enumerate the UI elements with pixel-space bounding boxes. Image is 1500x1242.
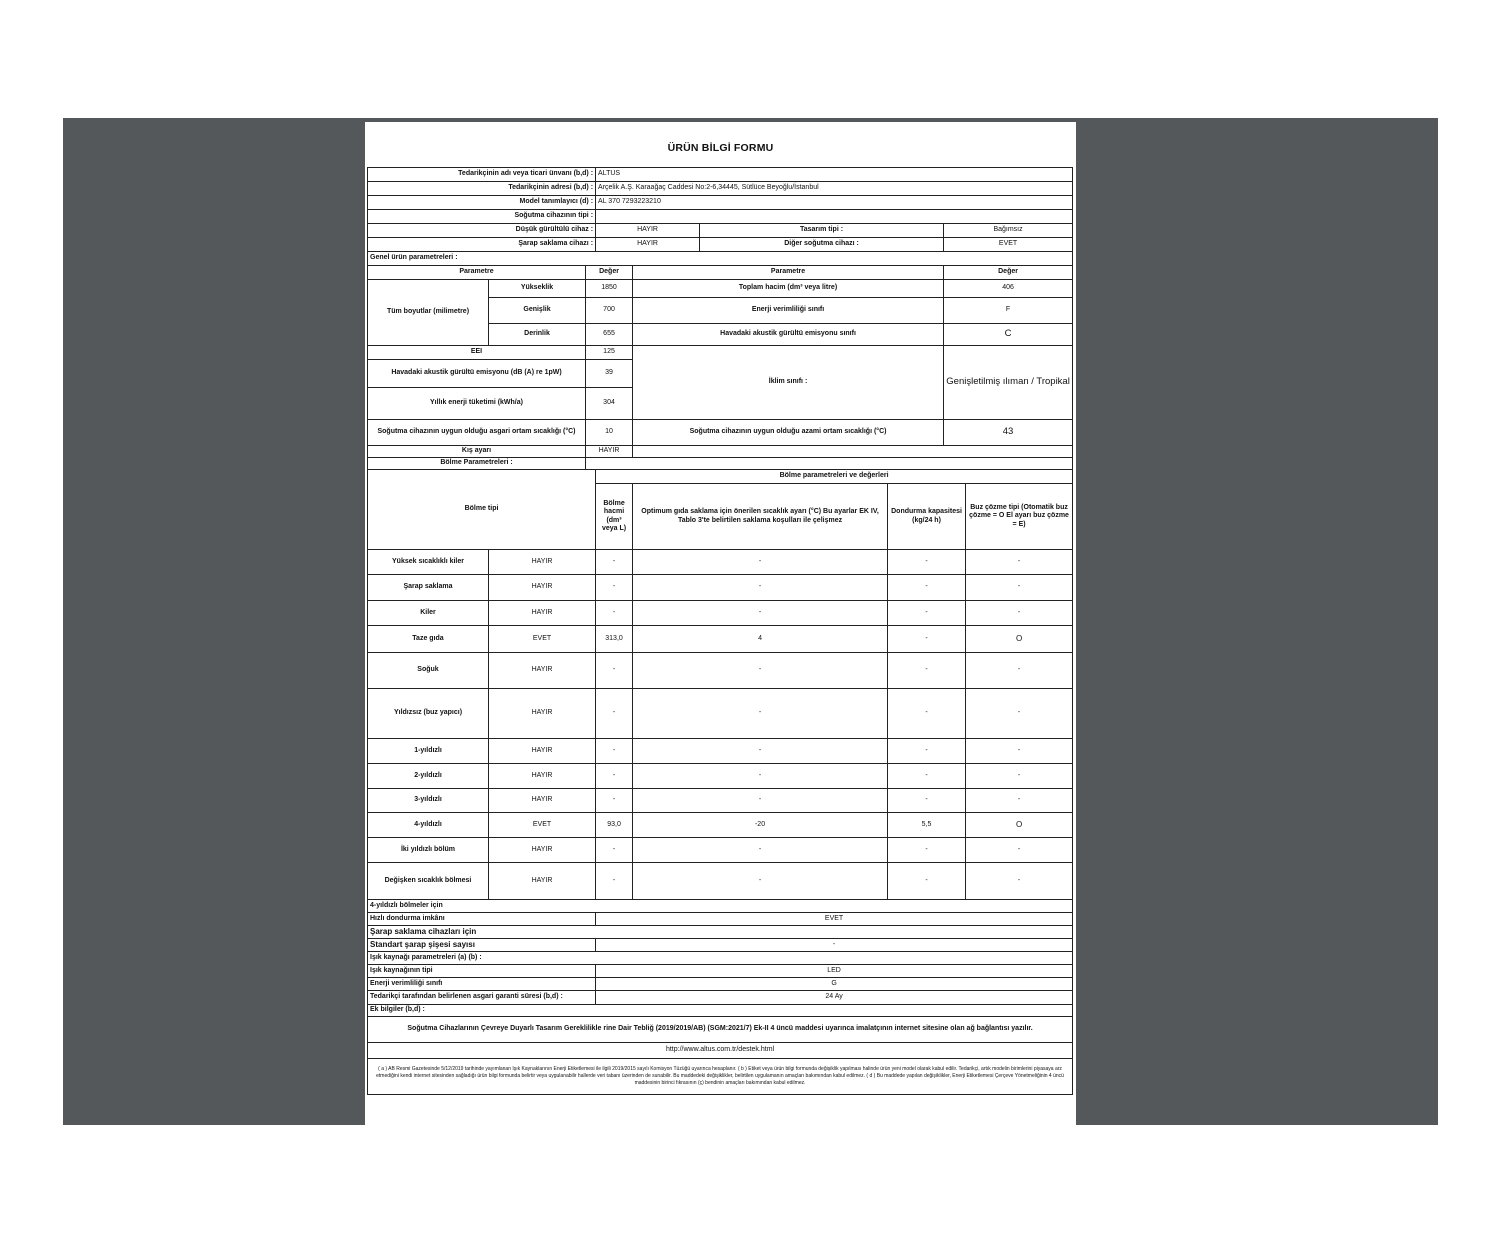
wine-device-value: HAYIR (596, 238, 700, 252)
table-row (368, 601, 1073, 626)
compartment-volume: 93,0 (596, 813, 633, 838)
model-value: AL 370 7293223210 (596, 196, 1073, 210)
compartment-freezing: - (888, 739, 966, 764)
compartment-defrost: - (966, 550, 1073, 575)
design-type-label: Tasarım tipi : (700, 224, 944, 238)
compartment-volume: - (596, 764, 633, 789)
table-row (368, 689, 1073, 739)
compartment-present: HAYIR (489, 789, 596, 813)
compartment-freezing: - (888, 863, 966, 900)
compartment-freezing: - (888, 689, 966, 739)
compartment-name: Şarap saklama (368, 575, 489, 601)
design-type-value: Bağımsız (944, 224, 1073, 238)
footnote: ( a ) AB Resmi Gazetesinde 5/12/2019 tarihinde yayımlanan Işık Kaynaklarının Enerji Etiketlemesi ile ilgili 2019/2015 sayılı Komisyon Tüzüğü uyarınca hesaplanır. ( b ) Etiket veya ürün bilgi formunda değişiklik yapılması halinde ürün yeni model olarak kabul edilir. Tedarikçi, artık modelin birimlerini piyasaya arz etmediğini kendi internet sitesinden sağladığı ürün bilgi formunda belirtir veya uygulanabilir hallerde veri tabanı üzerinden de sunabilir. Bu maddedeki değişiklikler, belirtilen uygulamanın amaçları bakımından kabul edilmez. ( d ) Bu maddede yapılan değişiklikler, Enerji Etiketlemesi Çerçeve Yönetmeliğinin 4 üncü maddesinin birinci fıkrasının (ç) bendinin amaçları bakımından kabul edilmez. (368, 1059, 1073, 1095)
page-title: ÜRÜN BİLGİ FORMU (667, 142, 774, 154)
compartment-volume: - (596, 863, 633, 900)
compartment-group-header: Bölme parametreleri ve değerleri (596, 470, 1073, 484)
winter-setting-value: HAYIR (586, 446, 633, 458)
compartment-section-blank (586, 458, 1073, 470)
light-type-label: Işık kaynağının tipi (368, 965, 596, 978)
defrost-header: Buz çözme tipi (Otomatik buz çözme = O El ayarı buz çözme = E) (966, 484, 1073, 550)
table-row (368, 838, 1073, 863)
compartment-temp: - (633, 739, 888, 764)
appliance-type-label: Soğutma cihazının tipi : (368, 210, 596, 224)
table-row (368, 653, 1073, 689)
wine-devices-label: Şarap saklama cihazları için (368, 926, 1073, 939)
compartment-temp: - (633, 601, 888, 626)
compartment-present: HAYIR (489, 764, 596, 789)
compartment-freezing: - (888, 626, 966, 653)
width-label: Genişlik (489, 298, 586, 324)
height-value: 1850 (586, 280, 633, 298)
compartment-freezing: - (888, 601, 966, 626)
compartment-present: HAYIR (489, 550, 596, 575)
eei-label: EEI (368, 346, 586, 360)
compartment-name: 4-yıldızlı (368, 813, 489, 838)
min-temp-value: 10 (586, 420, 633, 446)
value-header-left: Değer (586, 266, 633, 280)
compartment-name: Taze gıda (368, 626, 489, 653)
table-row (368, 575, 1073, 601)
annual-energy-value: 304 (586, 388, 633, 420)
total-volume-label: Toplam hacim (dm³ veya litre) (633, 280, 944, 298)
noise-class-label: Havadaki akustik gürültü emisyonu sınıfı (633, 324, 944, 346)
other-device-value: EVET (944, 238, 1073, 252)
param-header-right: Parametre (633, 266, 944, 280)
max-temp-value: 43 (944, 420, 1073, 446)
eei-value: 125 (586, 346, 633, 360)
compartment-present: EVET (489, 626, 596, 653)
additional-info-label: Ek bilgiler (b,d) : (368, 1005, 1073, 1017)
temp-header: Optimum gıda saklama için önerilen sıcaklık ayarı (°C) Bu ayarlar EK IV, Tablo 3'te belirtilen saklama koşulları ile çelişmez (633, 484, 888, 550)
max-temp-label: Soğutma cihazının uygun olduğu azami ortam sıcaklığı (°C) (633, 420, 944, 446)
compartment-defrost: O (966, 813, 1073, 838)
compartment-temp: - (633, 689, 888, 739)
table-row (368, 813, 1073, 838)
compartment-present: EVET (489, 813, 596, 838)
compartment-defrost: - (966, 764, 1073, 789)
four-star-section-label: 4-yıldızlı bölmeler için (368, 900, 1073, 913)
compartment-freezing: - (888, 789, 966, 813)
compartment-defrost: - (966, 601, 1073, 626)
energy-class-label: Enerji verimliliği sınıfı (633, 298, 944, 324)
total-volume-value: 406 (944, 280, 1073, 298)
other-device-label: Diğer soğutma cihazı : (700, 238, 944, 252)
freezing-header: Dondurma kapasitesi (kg/24 h) (888, 484, 966, 550)
fast-freeze-value: EVET (596, 913, 1073, 926)
winter-setting-label: Kış ayarı (368, 446, 586, 458)
compartment-defrost: - (966, 653, 1073, 689)
param-header-left: Parametre (368, 266, 586, 280)
compartment-section-label: Bölme Parametreleri : (368, 458, 586, 470)
compartment-name: Kiler (368, 601, 489, 626)
compartment-defrost: O (966, 626, 1073, 653)
compartment-volume: - (596, 550, 633, 575)
supplier-name-label: Tedarikçinin adı veya ticari ünvanı (b,d) : (368, 168, 596, 182)
compartment-temp: - (633, 863, 888, 900)
low-noise-value: HAYIR (596, 224, 700, 238)
value-header-right: Değer (944, 266, 1073, 280)
table-row (368, 626, 1073, 653)
model-label: Model tanımlayıcı (d) : (368, 196, 596, 210)
compartment-freezing: - (888, 550, 966, 575)
compartment-type-header: Bölme tipi (368, 470, 596, 550)
compartment-present: HAYIR (489, 863, 596, 900)
fast-freeze-label: Hızlı dondurma imkânı (368, 913, 596, 926)
compartment-name: Soğuk (368, 653, 489, 689)
appliance-type-value (596, 210, 1073, 224)
table-row (368, 863, 1073, 900)
compartment-name: Yıldızsız (buz yapıcı) (368, 689, 489, 739)
compartment-defrost: - (966, 739, 1073, 764)
table-row (368, 739, 1073, 764)
compartment-freezing: - (888, 653, 966, 689)
energy-class-value: F (944, 298, 1073, 324)
table-row (368, 550, 1073, 575)
compartment-temp: 4 (633, 626, 888, 653)
compartment-present: HAYIR (489, 739, 596, 764)
supplier-address-value: Arçelik A.Ş. Karaağaç Caddesi No:2-6,34445, Sütlüce Beyoğlu/İstanbul (596, 182, 1073, 196)
compartment-present: HAYIR (489, 838, 596, 863)
noise-emission-value: 39 (586, 360, 633, 388)
warranty-label: Tedarikçi tarafından belirlenen asgari garanti süresi (b,d) : (368, 991, 596, 1005)
warranty-value: 24 Ay (596, 991, 1073, 1005)
compartment-temp: - (633, 838, 888, 863)
compartment-temp: - (633, 764, 888, 789)
compartment-name: Değişken sıcaklık bölmesi (368, 863, 489, 900)
compartment-temp: - (633, 789, 888, 813)
compartment-freezing: - (888, 764, 966, 789)
compartment-volume: - (596, 739, 633, 764)
compartment-present: HAYIR (489, 653, 596, 689)
light-params-label: Işık kaynağı parametreleri (a) (b) : (368, 952, 1073, 965)
supplier-address-label: Tedarikçinin adresi (b,d) : (368, 182, 596, 196)
compartment-defrost: - (966, 689, 1073, 739)
compartment-volume: - (596, 601, 633, 626)
document-page (365, 122, 1076, 1125)
compartment-name: İki yıldızlı bölüm (368, 838, 489, 863)
annual-energy-label: Yıllık enerji tüketimi (kWh/a) (368, 388, 586, 420)
compartment-name: 2-yıldızlı (368, 764, 489, 789)
compartment-freezing: 5,5 (888, 813, 966, 838)
winter-setting-blank (633, 446, 1073, 458)
wine-device-label: Şarap saklama cihazı : (368, 238, 596, 252)
width-value: 700 (586, 298, 633, 324)
compartment-volume: - (596, 789, 633, 813)
noise-class-value: C (944, 324, 1073, 346)
light-type-value: LED (596, 965, 1073, 978)
compartment-temp: -20 (633, 813, 888, 838)
compartment-volume: - (596, 653, 633, 689)
wine-bottles-label: Standart şarap şişesi sayısı (368, 939, 596, 952)
depth-label: Derinlik (489, 324, 586, 346)
support-url[interactable]: http://www.altus.com.tr/destek.html (368, 1043, 1073, 1059)
wine-bottles-value: - (596, 939, 1073, 952)
compartment-freezing: - (888, 575, 966, 601)
supplier-name-value: ALTUS (596, 168, 1073, 182)
dimensions-label: Tüm boyutlar (milimetre) (368, 280, 489, 346)
low-noise-label: Düşük gürültülü cihaz : (368, 224, 596, 238)
compartment-name: 3-yıldızlı (368, 789, 489, 813)
product-info-table (367, 167, 1073, 1095)
climate-class-label: İklim sınıfı : (633, 346, 944, 420)
noise-emission-label: Havadaki akustik gürültü emisyonu (dB (A) re 1pW) (368, 360, 586, 388)
height-label: Yükseklik (489, 280, 586, 298)
compartment-volume: - (596, 838, 633, 863)
table-row (368, 764, 1073, 789)
climate-class-value: Genişletilmiş ılıman / Tropikal (944, 346, 1073, 420)
compartment-present: HAYIR (489, 689, 596, 739)
compartment-present: HAYIR (489, 601, 596, 626)
compartment-name: Yüksek sıcaklıklı kiler (368, 550, 489, 575)
compartment-name: 1-yıldızlı (368, 739, 489, 764)
light-energy-class-label: Enerji verimliliği sınıfı (368, 978, 596, 991)
compartment-volume: - (596, 689, 633, 739)
compartment-temp: - (633, 550, 888, 575)
compartment-present: HAYIR (489, 575, 596, 601)
compartment-temp: - (633, 653, 888, 689)
depth-value: 655 (586, 324, 633, 346)
compartment-defrost: - (966, 789, 1073, 813)
compartment-temp: - (633, 575, 888, 601)
compartment-volume: 313,0 (596, 626, 633, 653)
general-section-label: Genel ürün parametreleri : (368, 252, 1073, 266)
compartment-freezing: - (888, 838, 966, 863)
regulation-text: Soğutma Cihazlarının Çevreye Duyarlı Tasarım Gereklilikle rine Dair Tebliğ (2019/2019/AB) (SGM:2021/7) Ek-II 4 üncü maddesi uyarınca imalatçının internet sitesine olan ağ bağlantısı yazılır. (368, 1017, 1073, 1043)
compartment-volume: - (596, 575, 633, 601)
light-energy-class-value: G (596, 978, 1073, 991)
volume-header: Bölme hacmi (dm³ veya L) (596, 484, 633, 550)
compartment-defrost: - (966, 838, 1073, 863)
table-row (368, 789, 1073, 813)
min-temp-label: Soğutma cihazının uygun olduğu asgari ortam sıcaklığı (°C) (368, 420, 586, 446)
compartment-defrost: - (966, 863, 1073, 900)
compartment-defrost: - (966, 575, 1073, 601)
